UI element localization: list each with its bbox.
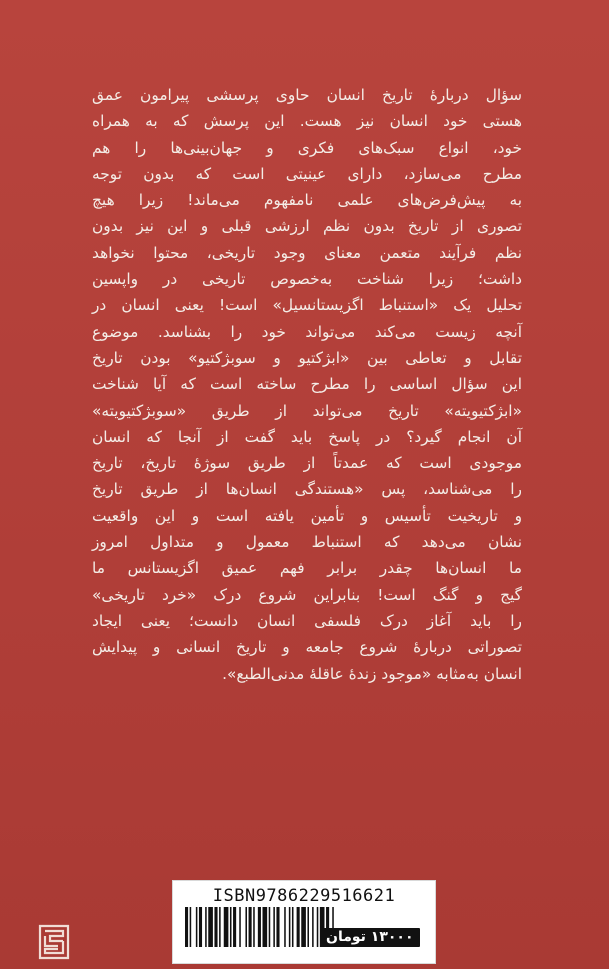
blurb-line: را می‌شناسد، پس «هستندگی انسان‌ها از طریق تاریخ <box>92 480 522 499</box>
blurb-line: «ابژکتیویته» تاریخ می‌تواند از طریق «سوبژکتیویته» <box>92 401 522 420</box>
blurb-line: هستی خود انسان نیز هست. این پرسش که به همراه <box>92 112 522 131</box>
barcode-bar <box>185 907 188 947</box>
barcode-bar <box>245 907 247 947</box>
isbn-number: ISBN9786229516621 <box>212 886 396 906</box>
barcode-bar <box>284 907 286 947</box>
blurb-line: گیج و گنگ است! بنابراین شروع درک «خرد تاریخی» <box>92 585 522 604</box>
blurb-paragraph <box>92 82 522 687</box>
blurb-line: نظم فرآیند متعمن معنای وجود تاریخی، محتوا نخواهد <box>92 243 522 262</box>
blurb-line: تحلیل یک «استنباط اگزیستانسیل» است! یعنی انسان در <box>92 296 522 315</box>
barcode-bar <box>289 907 291 947</box>
barcode-bar <box>205 907 207 947</box>
barcode-bar <box>230 907 232 947</box>
blurb-line: آن انجام گیرد؟ در پاسخ باید گفت از آنجا که انسان <box>92 427 522 446</box>
blurb-line: خود، انواع سبک‌های فکری و جهان‌بینی‌ها را هم <box>92 138 522 157</box>
blurb-line: داشت؛ زیرا شناخت به‌خصوص تاریخی در واپسین <box>92 270 522 289</box>
barcode-bar <box>276 907 279 947</box>
barcode-bar <box>190 907 192 947</box>
barcode-bar <box>269 907 271 947</box>
blurb-line: تصوری از تاریخ بدون نظم ارزشی قبلی و این نیز بدون <box>92 217 522 236</box>
barcode-bar <box>297 907 300 947</box>
isbn-barcode <box>172 880 436 964</box>
blurb-line: سؤال دربارهٔ تاریخ انسان حاوی پرسشی پیرامون عمق <box>92 86 522 104</box>
blurb-line: ما انسان‌ها چقدر برابر فهم عمیق اگزیستانس ما <box>92 559 522 578</box>
blurb-line: را باید آغاز درک فلسفی انسان دانست؛ یعنی ایجاد <box>92 611 522 630</box>
barcode-bar <box>196 907 198 947</box>
price-label: ۱۳۰۰۰ تومان <box>320 928 420 947</box>
blurb-line: تصوراتی دربارهٔ شروع جامعه و تاریخ انسانی و پیدایش <box>92 638 522 657</box>
blurb-line: انسان به‌مثابه «موجود زندهٔ عاقلهٔ مدنی‌الطبع». <box>222 664 522 683</box>
barcode-bar <box>233 907 236 947</box>
barcode-bar <box>253 907 255 947</box>
barcode-bar <box>307 907 309 947</box>
blurb-line: این سؤال اساسی را مطرح ساخته است که آیا شناخت <box>92 375 522 394</box>
blurb-line: نشان می‌دهد که استنباط معمول و متداول امروز <box>92 533 522 552</box>
barcode-bar <box>263 907 268 947</box>
barcode-bar <box>249 907 252 947</box>
blurb-line: به پیش‌فرض‌های علمی نامفهوم می‌ماند! زیرا هیچ <box>92 191 522 210</box>
barcode-bar <box>214 907 217 947</box>
barcode-bar <box>258 907 261 947</box>
barcode-bar <box>199 907 202 947</box>
blurb-line: تقابل و تعاطی بین «ابژکتیو و سوبژکتیو» بودن تاریخ <box>92 348 522 367</box>
barcode-bar <box>208 907 213 947</box>
barcode-bar <box>273 907 275 947</box>
blurb-line: موجودی است که عمدتاً از طریق سوژهٔ تاریخ، تاریخ <box>92 454 522 473</box>
barcode-bar <box>219 907 221 947</box>
barcode-bar <box>301 907 306 947</box>
barcode-bar <box>292 907 294 947</box>
barcode-bar <box>312 907 314 947</box>
blurb-line: و تاریخیت تأسیس و تأمین یافته است و این واقعیت <box>92 506 522 525</box>
barcode-bar <box>317 907 319 947</box>
blurb-line: آنچه زیست می‌کند می‌تواند خود را بشناسد. موضوع <box>92 322 522 341</box>
blurb-line: مطرح می‌سازد، دارای عینیتی است که بدون توجه <box>92 164 522 183</box>
barcode-bar <box>239 907 241 947</box>
publisher-logo-icon <box>38 924 70 960</box>
barcode-bar <box>224 907 229 947</box>
